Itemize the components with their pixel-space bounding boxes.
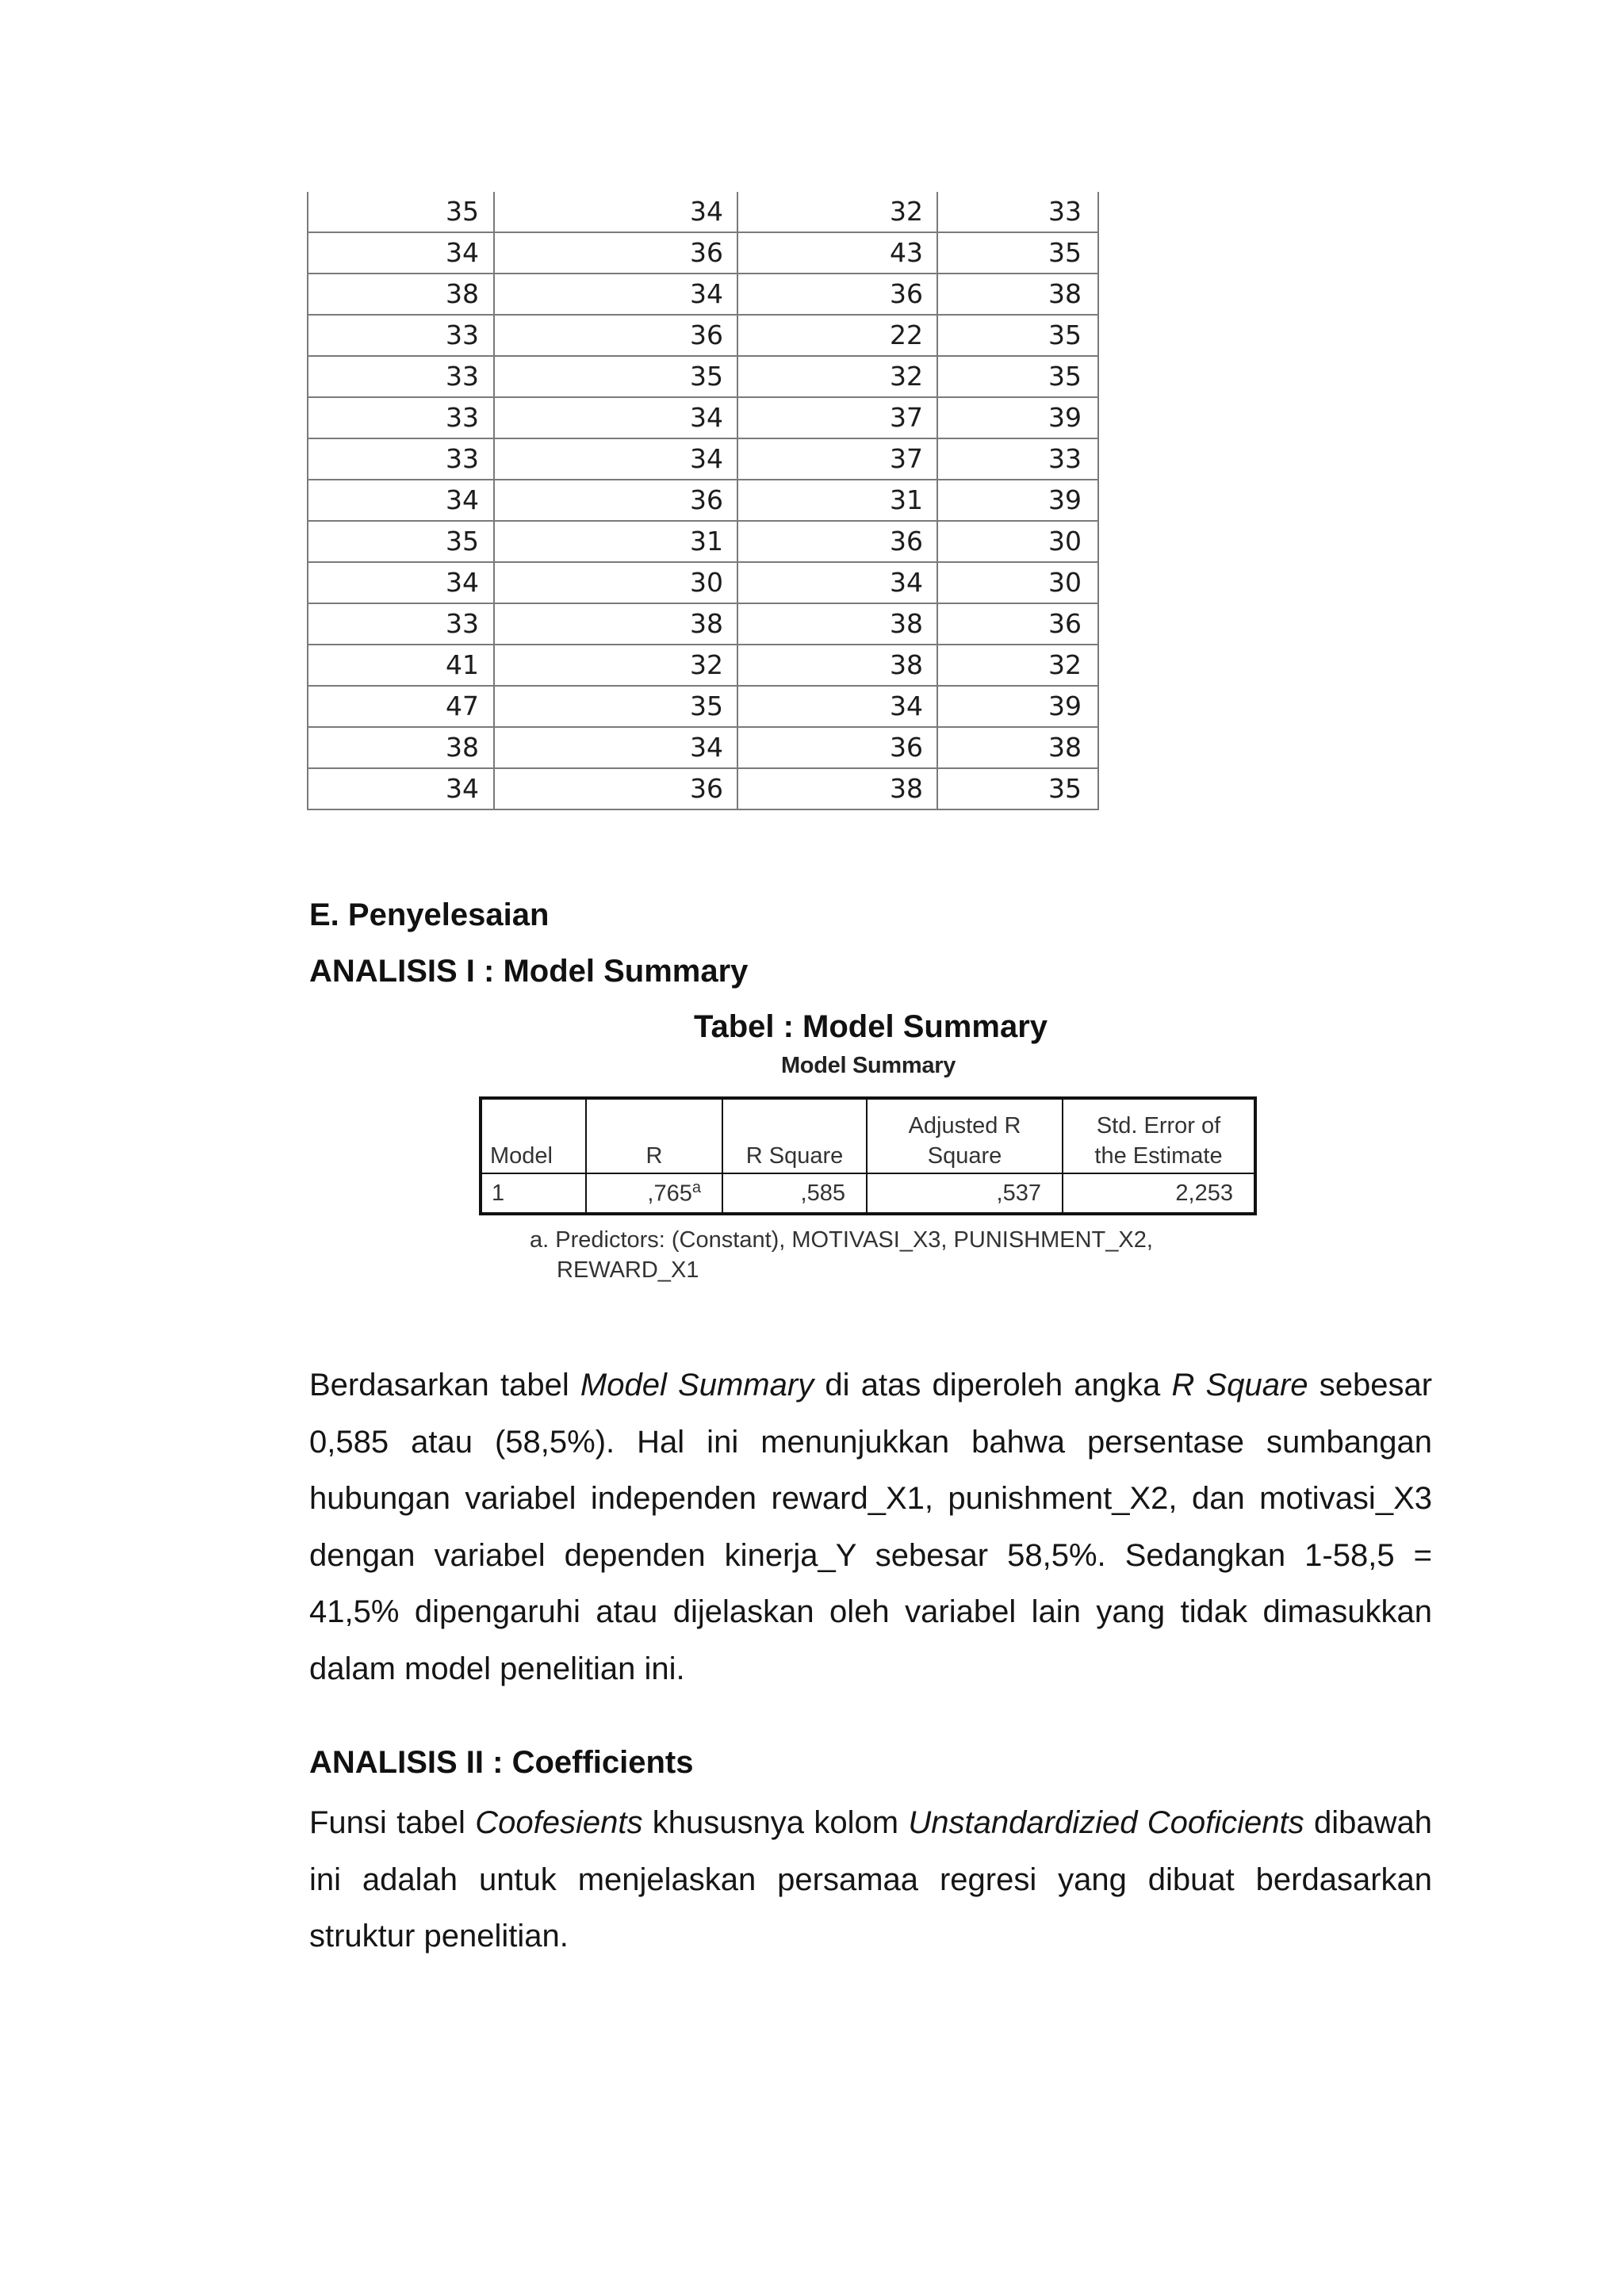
table-cell: 41 (308, 645, 494, 686)
table-cell: 38 (308, 274, 494, 315)
table-cell: 34 (494, 274, 737, 315)
table-row (308, 232, 1098, 274)
analysis2-paragraph (309, 1795, 1432, 1965)
table-row (308, 727, 1098, 768)
cell-r-footnote-marker: a (691, 1179, 701, 1197)
table-cell: 33 (308, 315, 494, 356)
cell-adjusted-r-square: ,537 (867, 1173, 1063, 1214)
table-cell: 32 (937, 645, 1098, 686)
table-cell: 38 (494, 603, 737, 645)
table-cell: 33 (308, 603, 494, 645)
table-cell: 34 (494, 727, 737, 768)
predictors-note (530, 1225, 1264, 1285)
paragraph-italic-term: Coofesients (475, 1805, 643, 1840)
table-cell: 39 (937, 686, 1098, 727)
table-cell: 36 (937, 603, 1098, 645)
table-cell: 33 (308, 438, 494, 480)
table-row (308, 562, 1098, 603)
table-cell: 36 (737, 274, 937, 315)
cell-r (586, 1173, 722, 1214)
table-cell: 34 (494, 438, 737, 480)
cell-model: 1 (481, 1173, 586, 1214)
section-heading: E. Penyelesaian (309, 897, 550, 932)
table-cell: 38 (308, 727, 494, 768)
header-row (481, 1098, 1255, 1173)
table-row (308, 274, 1098, 315)
table-cell: 43 (737, 232, 937, 274)
table-cell: 31 (494, 521, 737, 562)
spss-output (479, 1053, 1264, 1285)
table-row (308, 480, 1098, 521)
table-cell: 36 (494, 315, 737, 356)
table-cell: 47 (308, 686, 494, 727)
table-caption: Tabel : Model Summary (693, 1009, 1048, 1044)
spss-title: Model Summary (780, 1053, 956, 1078)
table-cell: 38 (737, 768, 937, 809)
table-cell: 35 (937, 315, 1098, 356)
table-cell: 39 (937, 397, 1098, 438)
paragraph-text: Berdasarkan tabel (309, 1368, 580, 1402)
table-cell: 35 (937, 768, 1098, 809)
table-cell: 30 (937, 562, 1098, 603)
analysis1-heading: ANALISIS I : Model Summary (309, 954, 749, 989)
header-std-error-text: Std. Error of the Estimate (1094, 1113, 1223, 1169)
table-cell: 34 (308, 768, 494, 809)
table-cell: 35 (494, 356, 737, 397)
table-row (308, 521, 1098, 562)
table-row (308, 192, 1098, 232)
table-cell: 39 (937, 480, 1098, 521)
paragraph-text: Funsi tabel (309, 1805, 476, 1840)
table-cell: 33 (308, 397, 494, 438)
table-cell: 36 (494, 232, 737, 274)
table-cell: 22 (737, 315, 937, 356)
analysis2-heading: ANALISIS II : Coefficients (309, 1745, 694, 1780)
table-row (481, 1173, 1255, 1214)
table-cell: 36 (737, 727, 937, 768)
header-std-error (1063, 1098, 1255, 1173)
header-model: Model (481, 1098, 586, 1173)
table-cell: 30 (494, 562, 737, 603)
header-adjusted-r-square (867, 1098, 1063, 1173)
header-r-square: R Square (722, 1098, 867, 1173)
cell-r-value: ,765 (647, 1181, 692, 1207)
table-cell: 36 (494, 768, 737, 809)
table-row (308, 603, 1098, 645)
header-adjusted-r-square-text: Adjusted R Square (908, 1113, 1021, 1169)
paragraph-italic-term: R Square (1171, 1368, 1308, 1402)
table-cell: 34 (737, 686, 937, 727)
table-cell: 38 (737, 645, 937, 686)
table-cell: 34 (737, 562, 937, 603)
paragraph-text: sebesar 0,585 atau (58,5%). Hal ini menunjukkan bahwa persentase sumbangan hubungan variabel independen reward_X1, punishment_X2, dan motivasi_X3 dengan variabel dependen kinerja_Y sebesar 58,5%. Sedangkan 1-58,5 = 41,5% dipengaruhi atau dijelaskan oleh variabel lain yang tidak dimasukkan dalam model penelitian ini. (309, 1368, 1433, 1686)
table-cell: 36 (737, 521, 937, 562)
paragraph-text: di atas diperoleh angka (814, 1368, 1172, 1402)
predictors-note-line2: REWARD_X1 (557, 1257, 699, 1283)
table-row (308, 397, 1098, 438)
model-summary-table (479, 1096, 1257, 1215)
predictors-note-line1: a. Predictors: (Constant), MOTIVASI_X3, PUNISHMENT_X2, (530, 1227, 1153, 1253)
table-cell: 35 (308, 192, 494, 232)
paragraph-italic-term: Unstandardizied Cooficients (908, 1805, 1304, 1840)
cell-r-square: ,585 (722, 1173, 867, 1214)
table-row (308, 645, 1098, 686)
data-table (307, 192, 1099, 810)
table-cell: 33 (308, 356, 494, 397)
table-row (308, 768, 1098, 809)
cell-std-error: 2,253 (1063, 1173, 1255, 1214)
table-cell: 35 (937, 356, 1098, 397)
table-cell: 35 (494, 686, 737, 727)
table-cell: 32 (494, 645, 737, 686)
table-cell: 37 (737, 438, 937, 480)
table-row (308, 356, 1098, 397)
paragraph-text: dibawah ini adalah untuk menjelaskan persamaa regresi yang dibuat berdasarkan struktur penelitian. (309, 1805, 1432, 1954)
table-cell: 38 (937, 727, 1098, 768)
table-cell: 35 (308, 521, 494, 562)
table-cell: 38 (937, 274, 1098, 315)
table-cell: 34 (308, 562, 494, 603)
table-cell: 34 (308, 480, 494, 521)
table-row (308, 438, 1098, 480)
table-cell: 33 (937, 192, 1098, 232)
paragraph-text: khususnya kolom (642, 1805, 909, 1840)
table-cell: 32 (737, 356, 937, 397)
paragraph-italic-term: Model Summary (580, 1368, 814, 1402)
table-row (308, 686, 1098, 727)
table-cell: 33 (937, 438, 1098, 480)
analysis1-paragraph (309, 1357, 1432, 1697)
table-cell: 32 (737, 192, 937, 232)
data-table-body (308, 192, 1098, 809)
table-cell: 34 (494, 192, 737, 232)
header-r: R (586, 1098, 722, 1173)
table-cell: 30 (937, 521, 1098, 562)
table-row (308, 315, 1098, 356)
table-cell: 37 (737, 397, 937, 438)
table-cell: 34 (494, 397, 737, 438)
table-cell: 34 (308, 232, 494, 274)
table-cell: 31 (737, 480, 937, 521)
table-cell: 36 (494, 480, 737, 521)
table-cell: 38 (737, 603, 937, 645)
table-cell: 35 (937, 232, 1098, 274)
